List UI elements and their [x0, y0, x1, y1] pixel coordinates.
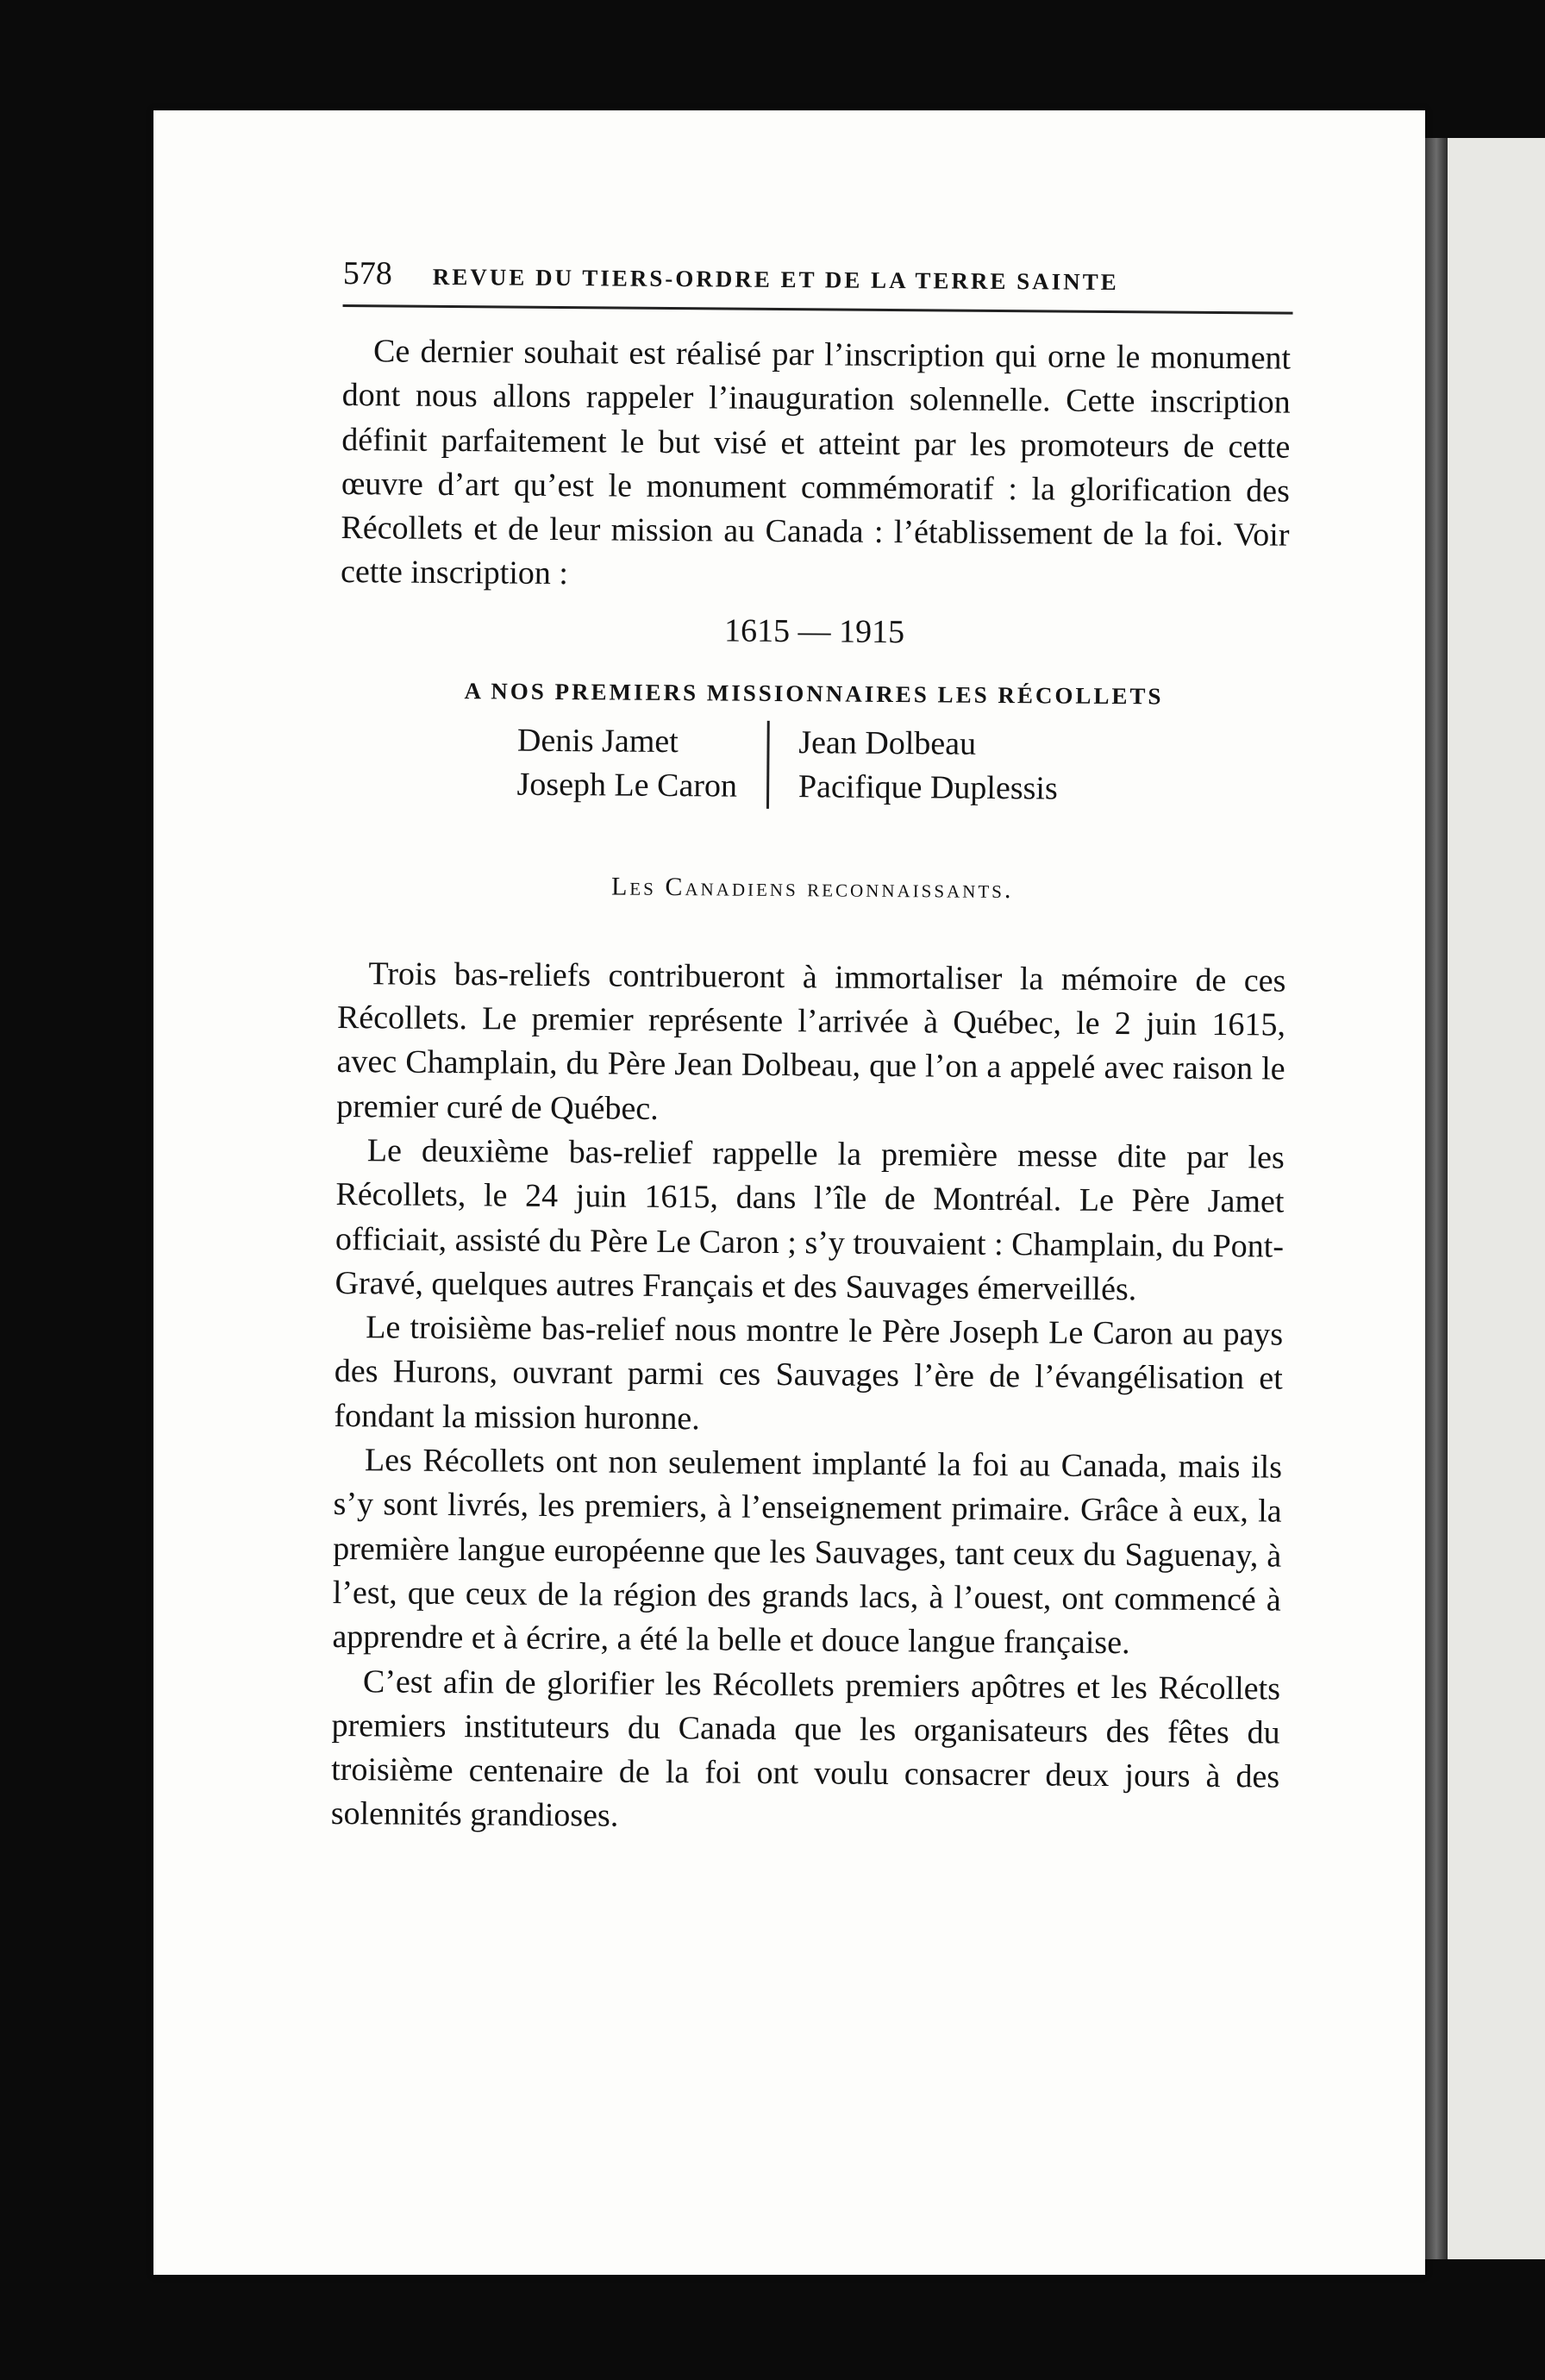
- page-number: 578: [342, 254, 392, 292]
- inscription-dates: 1615 — 1915: [723, 612, 905, 650]
- inscription-dedication: A NOS PREMIERS MISSIONNAIRES LES RÉCOLLETS: [464, 677, 1164, 710]
- inscription-names: [339, 717, 1288, 813]
- running-head: REVUE DU TIERS-ORDRE ET DE LA TERRE SAINTE: [432, 263, 1119, 296]
- name-item: Joseph Le Caron: [516, 766, 738, 805]
- body-paragraph: Les Récollets ont non seulement implanté la foi au Canada, mais ils s’y sont livrés, les premiers, à l’enseignement primaire. Grâce à eux, la première langue européenne que les Sauvages, tant ceux du Saguenay, à l’est, que ceux de la région des grands lacs, à l’ouest, ont commencé à apprendre et à écrire, a été la belle et douce langue française.: [332, 1442, 1283, 1662]
- page-header: [343, 254, 1292, 300]
- body-paragraph: C’est afin de glorifier les Récollets premiers apôtres et les Récollets premiers instituteurs du Canada que les organisateurs des fêtes du troisième centenaire de la foi ont voulu consacrer deux jours à des solennités grandioses.: [330, 1663, 1281, 1834]
- body-paragraph: Le deuxième bas-relief rappelle la première messe dite par les Récollets, le 24 juin 1615, dans l’île de Montréal. Le Père Jamet officiait, assisté du Père Le Caron ; s’y trouvaient : Champlain, du Pont-Gravé, quelques autres Français et des Sauvages émerveillés.: [335, 1132, 1285, 1308]
- names-column-right: [769, 721, 1088, 811]
- name-item: Jean Dolbeau: [798, 723, 977, 762]
- intro-paragraph: Ce dernier souhait est réalisé par l’inscription qui orne le monument dont nous allons rappeler l’inauguration solennelle. Cette inscription définit parfaitement le but visé et atteint par les promoteurs de cette œuvre d’art qu’est le monument commémoratif : la glorification des Récollets et de leur mission au Canada : l’établissement de la foi. Voir cette inscription :: [340, 333, 1292, 592]
- header-rule: [343, 304, 1293, 315]
- book-gutter: [1425, 138, 1448, 2259]
- name-item: Denis Jamet: [516, 722, 679, 760]
- signature-lead: Les: [610, 872, 657, 901]
- name-item: Pacifique Duplessis: [798, 767, 1058, 807]
- names-column-left: [487, 718, 769, 809]
- signature-cap: Canadiens: [665, 872, 798, 902]
- body-paragraph: Le troisième bas-relief nous montre le Père Joseph Le Caron au pays des Hurons, ouvrant parmi ces Sauvages l’ère de l’évangélisation et fondant la mission huronne.: [334, 1309, 1284, 1437]
- adjacent-page-edge: [1448, 138, 1545, 2259]
- signature-rest: reconnaissants.: [807, 874, 1014, 904]
- page-text: [331, 254, 1292, 1844]
- body-paragraph: Trois bas-reliefs contribueront à immortaliser la mémoire de ces Récollets. Le premier représente l’arrivée à Québec, le 2 juin 1615, avec Champlain, du Père Jean Dolbeau, que l’on a appelé avec raison le premier curé de Québec.: [336, 955, 1286, 1127]
- inscription-signature: [338, 866, 1286, 911]
